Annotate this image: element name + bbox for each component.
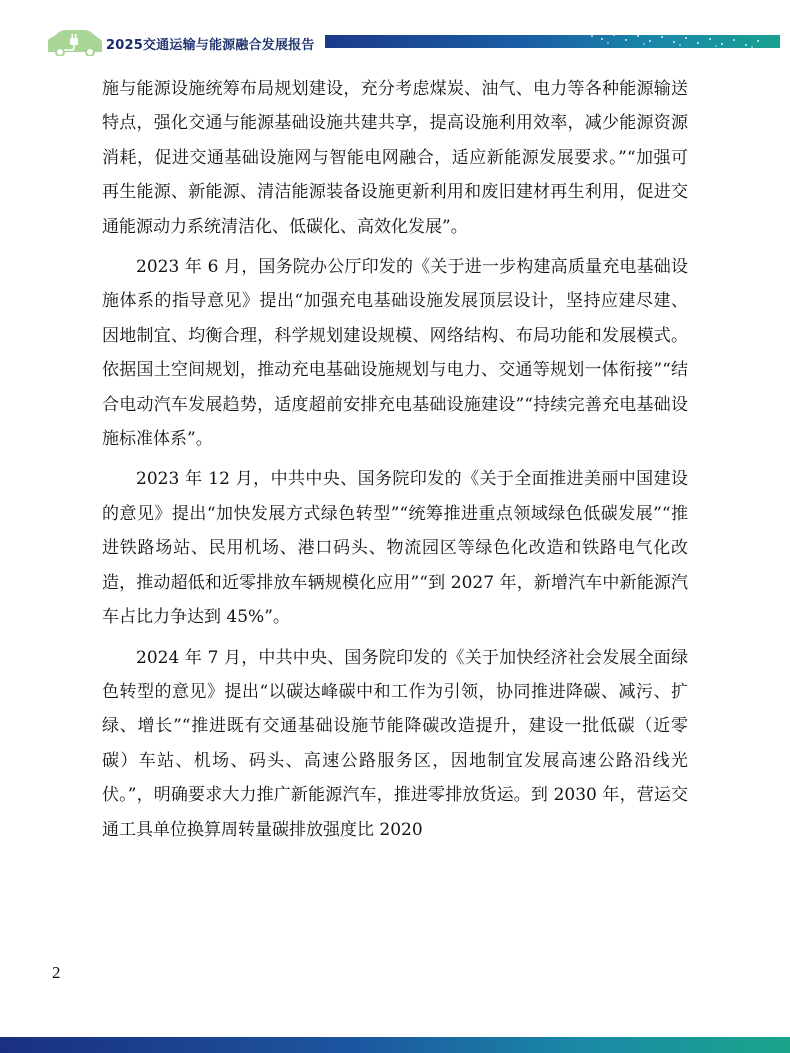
body-text: [102, 72, 688, 847]
paragraph-continued: 施与能源设施统筹布局规划建设，充分考虑煤炭、油气、电力等各种能源输送特点，强化交通与能源基础设施共建共享，提高设施利用效率，减少能源资源消耗，促进交通基础设施网与智能电网融合，适应新能源发展要求。”“加强可再生能源、新能源、清洁能源装备设施更新利用和废旧建材再生利用，促进交通能源动力系统清洁化、低碳化、高效化发展”。: [102, 79, 688, 237]
header-title: 2025交通运输与能源融合发展报告: [106, 38, 315, 53]
page-number: 2: [52, 963, 61, 982]
header-dots-decoration: [580, 30, 780, 50]
paragraph-2023-june: 2023 年 6 月，国务院办公厅印发的《关于进一步构建高质量充电基础设施体系的指导意见》提出“加强充电基础设施发展顶层设计，坚持应建尽建、因地制宜、均衡合理，科学规划建设规模、网络结构、布局功能和发展模式。依据国土空间规划，推动充电基础设施规划与电力、交通等规划一体衔接”“结合电动汽车发展趋势，适度超前安排充电基础设施建设”“持续完善充电基础设施标准体系”。: [102, 257, 688, 450]
car-plug-logo-icon: [44, 28, 104, 56]
paragraph-2024-july: 2024 年 7 月，中共中央、国务院印发的《关于加快经济社会发展全面绿色转型的意见》提出“以碳达峰碳中和工作为引领，协同推进降碳、减污、扩绿、增长”“推进既有交通基础设施节能降碳改造提升，建设一批低碳（近零碳）车站、机场、码头、高速公路服务区，因地制宜发展高速公路沿线光伏。”，明确要求大力推广新能源汽车，推进零排放货运。到 2030 年，营运交通工具单位换算周转量碳排放强度比 2020: [102, 647, 688, 840]
page-header: [0, 0, 790, 60]
footer-gradient-bar: [0, 1037, 790, 1053]
paragraph-2023-december: 2023 年 12 月，中共中央、国务院印发的《关于全面推进美丽中国建设的意见》提出“加快发展方式绿色转型”“统筹推进重点领域绿色低碳发展”“推进铁路场站、民用机场、港口码头、物流园区等绿色化改造和铁路电气化改造，推动超低和近零排放车辆规模化应用”“到 2027 年，新增汽车中新能源汽车占比力争达到 45%”。: [102, 469, 688, 628]
